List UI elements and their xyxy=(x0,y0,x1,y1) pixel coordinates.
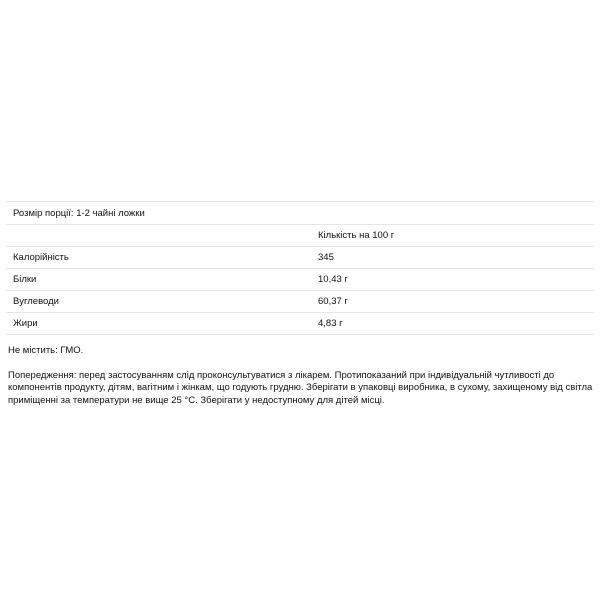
serving-size-text: Розмір порції: 1-2 чайні ложки xyxy=(6,202,594,225)
nutrient-value: 60,37 г xyxy=(311,291,594,313)
nutrient-value: 345 xyxy=(311,247,594,269)
amount-header: Кількість на 100 г xyxy=(311,225,594,247)
table-row xyxy=(6,269,594,291)
header-empty-cell xyxy=(6,225,311,247)
gmo-note: Не містить: ГМО. xyxy=(8,345,84,356)
warning-note: Попередження: перед застосуванням слід проконсультуватися з лікарем. Протипоказаний при індивідуальній чутливості до компонентів продукту, дітям, вагітним і жінкам, що годують грудню. Зберігати в упаковці виробника, в сухому, захищеному від світла приміщенні за температури не вище 25 °C. Зберігати у недоступному для дітей місці. xyxy=(8,369,593,406)
nutrient-value: 10,43 г xyxy=(311,269,594,291)
table-row xyxy=(6,247,594,269)
nutrition-info-section xyxy=(6,201,594,419)
nutrient-name: Жири xyxy=(6,313,311,335)
table-header-row xyxy=(6,225,594,247)
nutrition-table xyxy=(6,201,594,335)
table-row xyxy=(6,313,594,335)
nutrient-name: Білки xyxy=(6,269,311,291)
serving-size-row xyxy=(6,202,594,225)
table-row xyxy=(6,291,594,313)
nutrient-name: Калорійність xyxy=(6,247,311,269)
nutrient-value: 4,83 г xyxy=(311,313,594,335)
nutrient-name: Вуглеводи xyxy=(6,291,311,313)
product-notes xyxy=(6,345,594,407)
